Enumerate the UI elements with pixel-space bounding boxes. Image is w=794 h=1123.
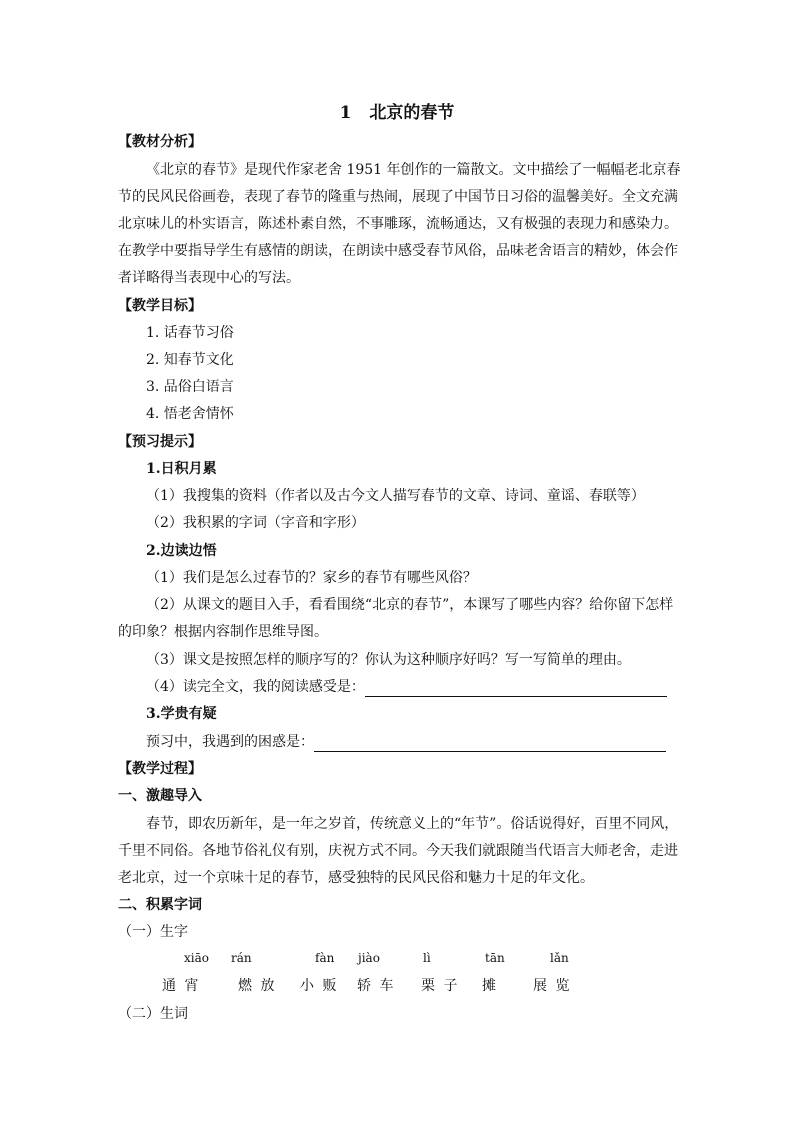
goal-item: 2. 知春节文化 <box>146 352 234 368</box>
vocab-word: 燃 放 <box>238 978 277 994</box>
page-title <box>0 98 794 123</box>
vocab-word: 轿 车 <box>357 978 396 994</box>
vocab-word: 栗 子 <box>421 978 460 994</box>
new-characters-heading: （一）生字 <box>118 924 188 940</box>
analysis-line: 者详略得当表现中心的写法。 <box>118 270 300 286</box>
pinyin: fàn <box>315 951 335 965</box>
reading-feeling-blank <box>365 680 667 697</box>
vocab-word: 摊 <box>482 978 498 994</box>
analysis-line: 《北京的春节》是现代作家老舍 1951 年创作的一篇散文。文中描绘了一幅幅老北京春 <box>146 162 681 178</box>
confusion-prompt: 预习中，我遇到的困惑是： <box>146 732 666 752</box>
goal-item: 3. 品俗白语言 <box>146 379 234 395</box>
analysis-line: 节的民风民俗画卷，表现了春节的隆重与热闹，展现了中国节日习俗的温馨美好。全文充满 <box>118 189 678 205</box>
pinyin: jiào <box>358 951 380 965</box>
analysis-line: 在教学中要指导学生有感情的朗读，在朗读中感受春节风俗，品味老舍语言的精妙，体会作 <box>118 243 678 259</box>
vocab-word: 展 览 <box>533 978 572 994</box>
reading-feeling-prompt: （4）读完全文，我的阅读感受是： <box>146 677 667 697</box>
part-1-heading: 一、激趣导入 <box>118 788 202 804</box>
analysis-line: 北京味儿的朴实语言，陈述朴素自然，不事雕琢，流畅通达，又有极强的表现力和感染力。 <box>118 216 678 232</box>
preview-question: （1）我们是怎么过春节的？家乡的春节有哪些风俗？ <box>146 570 477 586</box>
preview-section-3-heading: 3.学贵有疑 <box>146 706 217 722</box>
pinyin: lì <box>423 951 431 965</box>
lesson-number: 1 <box>339 103 352 123</box>
pinyin: rán <box>231 951 252 965</box>
pinyin: xiāo <box>184 951 209 965</box>
preview-section-2-heading: 2.边读边悟 <box>146 543 217 559</box>
pinyin: lǎn <box>550 951 569 965</box>
part-2-heading: 二、积累字词 <box>118 897 202 913</box>
vocab-word: 小 贩 <box>300 978 339 994</box>
preview-question: 的印象？根据内容制作思维导图。 <box>118 624 328 640</box>
preview-question: （1）我搜集的资料（作者以及古今文人描写春节的文章、诗词、童谣、春联等） <box>146 488 645 504</box>
preview-question: （2）我积累的字词（字音和字形） <box>146 515 365 531</box>
goals-heading: 【教学目标】 <box>118 298 202 314</box>
new-words-heading: （二）生词 <box>118 1006 188 1022</box>
vocab-word: 通 宵 <box>162 978 201 994</box>
intro-line: 老北京，过一个京味十足的春节，感受独特的民风民俗和魅力十足的年文化。 <box>118 870 594 886</box>
preview-question: （3）课文是按照怎样的顺序写的？你认为这种顺序好吗？写一写简单的理由。 <box>146 652 631 668</box>
preview-question: （2）从课文的题目入手，看看围绕“北京的春节”，本课写了哪些内容？给你留下怎样 <box>146 597 674 613</box>
confusion-blank <box>314 735 666 752</box>
analysis-heading: 【教材分析】 <box>118 134 202 150</box>
intro-line: 春节，即农历新年，是一年之岁首，传统意义上的“年节”。俗话说得好，百里不同风， <box>146 816 679 832</box>
intro-line: 千里不同俗。各地节俗礼仪有别，庆祝方式不同。今天我们就跟随当代语言大师老舍，走进 <box>118 843 678 859</box>
preview-heading: 【预习提示】 <box>118 434 202 450</box>
goal-item: 1. 话春节习俗 <box>146 325 234 341</box>
goal-item: 4. 悟老舍情怀 <box>146 406 234 422</box>
preview-section-1-heading: 1.日积月累 <box>146 461 217 477</box>
lesson-title: 北京的春节 <box>369 103 455 123</box>
process-heading: 【教学过程】 <box>118 761 202 777</box>
pinyin: tān <box>485 951 505 965</box>
